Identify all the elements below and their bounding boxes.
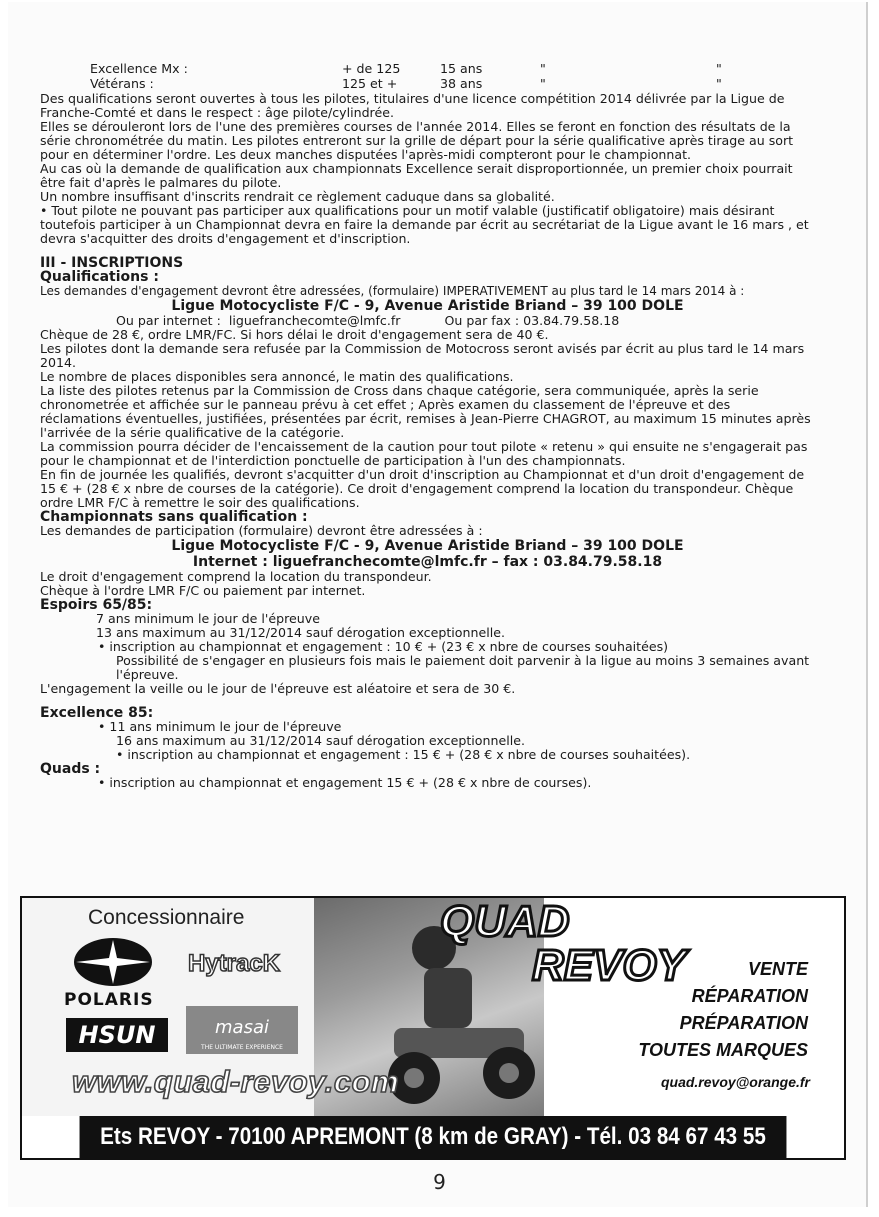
page-number: 9 [433,1170,446,1194]
ditto-mark: " [540,61,546,76]
paragraph: Chèque de 28 €, ordre LMR/FC. Si hors délai le droit d'engagement sera de 40 €. [40,327,549,342]
cylinder-value: + de 125 [342,61,401,76]
list-item: 7 ans minimum le jour de l'épreuve [96,611,320,626]
paragraph: Le droit d'engagement comprend la location du transpondeur. [40,569,432,584]
email-link[interactable]: quad.revoy@orange.fr [660,1074,810,1090]
category-label: Excellence Mx : [90,61,188,76]
paragraph: Les demandes de participation (formulaire) devront être adressées à : [40,523,483,538]
service-item: PRÉPARATION [679,1013,808,1033]
category-label: Vétérans : [90,76,154,91]
address-line: Ligue Motocycliste F/C - 9, Avenue Aristide Briand – 39 100 DOLE [171,538,684,554]
address-bar: Ets REVOY - 70100 APREMONT (8 km de GRAY) - Tél. 03 84 67 43 55 [80,1116,787,1158]
paragraph: Chèque à l'ordre LMR F/C ou paiement par internet. [40,583,366,598]
subsection-title: Championnats sans qualification : [40,509,308,525]
age-value: 38 ans [440,76,483,91]
list-item: • inscription au championnat et engagement 15 € + (28 € x nbre de courses). [98,775,592,790]
paragraph: Le nombre de places disponibles sera annoncé, le matin des qualifications. [40,369,514,384]
paragraph: Un nombre insuffisant d'inscrits rendrait ce règlement caduque dans sa globalité. [40,189,555,204]
concessionnaire-label: Concessionnaire [88,906,245,929]
logo-line: QUAD [440,897,570,946]
list-item: • 11 ans minimum le jour de l'épreuve [98,719,342,734]
masai-name: masai [215,1017,269,1038]
list-item: Possibilité de s'engager en plusieurs fois mais le paiement doit parvenir à la ligue au moins 3 semaines avant l'épreuve. [116,653,810,682]
contact-line: Internet : liguefranchecomte@lmfc.fr – fax : 03.84.79.58.18 [192,554,663,570]
list-item: • inscription au championnat et engagement : 15 € + (28 € x nbre de courses souhaitées). [116,747,691,762]
contact-line: Ou par internet : liguefranchecomte@lmfc.fr Ou par fax : 03.84.79.58.18 [116,313,620,328]
ditto-mark: " [716,61,722,76]
masai-tagline: THE ULTIMATE EXPERIENCE [201,1044,283,1051]
advertisement [20,896,846,1160]
masai-logo [186,1006,298,1054]
paragraph: Des qualifications seront ouvertes à tous les pilotes, titulaires d'une licence compétition 2014 délivrée par la Ligue de Franche-Comté et dans le respect : âge pilote/cylindrée. [40,91,785,120]
ditto-mark: " [540,76,546,91]
paragraph: La commission pourra décider de l'encaissement de la caution pour tout pilote « retenu » qui ensuite ne s'engagerait pas pour le championnat et de l'interdiction ponctuelle de participation à l'un des championnats. [40,439,808,468]
paragraph: Elles se dérouleront lors de l'une des premières courses de l'année 2014. Elles se feront en fonction des résultats de la série chronométrée du matin. Les pilotes entreront sur la grille de départ pour la série qualificative après tirage au sort pour en déterminer l'ordre. Les deux manches disputées l'après-midi compteront pour le championnat. [40,119,794,162]
table-row [40,77,815,92]
list-item: 13 ans maximum au 31/12/2014 sauf dérogation exceptionnelle. [96,625,505,640]
cylinder-value: 125 et + [342,76,398,91]
logo-line: REVOY [532,941,687,990]
paragraph: En fin de journée les qualifiés, devront s'acquitter d'un droit d'inscription au Championnat et d'un droit d'engagement de 15 € + (28 € x nbre de courses de la catégorie). Ce droit d'engagement comprend la location du transpondeur. Chèque ordre LMR F/C à remettre le soir des qualifications. [40,467,805,510]
paragraph: Au cas où la demande de qualification aux championnats Excellence serait disproportionnée, un premier choix pourrait être fait d'après le palmares du pilote. [40,161,793,190]
table-row [40,62,815,77]
services-list [638,956,808,1064]
website-link[interactable]: www.quad-revoy.com [72,1064,400,1099]
ditto-mark: " [716,76,722,91]
subsection-title: Excellence 85: [40,705,154,721]
hytrack-logo: HytracK [188,950,281,977]
polaris-star-icon [74,938,152,986]
subsection-title: Espoirs 65/85: [40,597,153,613]
paragraph: Les pilotes dont la demande sera refusée par la Commission de Motocross seront avisés par écrit au plus tard le 14 mars 2014. [40,341,805,370]
paragraph: La liste des pilotes retenus par la Commission de Cross dans chaque catégorie, sera communiquée, après la serie chronometrée et affichée sur le panneau prévu à cet effet ; Après examen du classement de l'épreuve et des réclamations éventuelles, justifiées, présentées par écrit, remises à Jean-Pierre CHAGROT, au maximum 15 minutes après l'arrivée de la série qualificative de la catégorie. [40,383,811,440]
document-body [40,62,815,790]
hsun-logo: HSUN [66,1018,168,1052]
section-title: III - INSCRIPTIONS [40,255,184,271]
subsection-title: Quads : [40,761,101,777]
list-item: • inscription au championnat et engagement : 10 € + (23 € x nbre de courses souhaitées) [98,639,669,654]
service-item: VENTE [747,959,808,979]
paragraph: • Tout pilote ne pouvant pas participer aux qualifications pour un motif valable (justificatif obligatoire) mais désirant toutefois participer à un Championnat devra en faire la demande par écrit au secrétariat de la Ligue avant le 16 mars , et devra s'acquitter des droits d'engagement et d'inscription. [40,203,809,246]
address-line: Ligue Motocycliste F/C - 9, Avenue Aristide Briand – 39 100 DOLE [171,298,684,314]
paragraph: L'engagement la veille ou le jour de l'épreuve est aléatoire et sera de 30 €. [40,681,516,696]
service-item: TOUTES MARQUES [638,1040,808,1060]
paragraph: Les demandes d'engagement devront être adressées, (formulaire) IMPERATIVEMENT au plus tard le 14 mars 2014 à : [40,284,745,298]
polaris-logo: POLARIS [64,990,154,1010]
subsection-title: Qualifications : [40,269,159,285]
service-item: RÉPARATION [691,986,808,1006]
list-item: 16 ans maximum au 31/12/2014 sauf dérogation exceptionnelle. [116,733,525,748]
age-value: 15 ans [440,61,483,76]
